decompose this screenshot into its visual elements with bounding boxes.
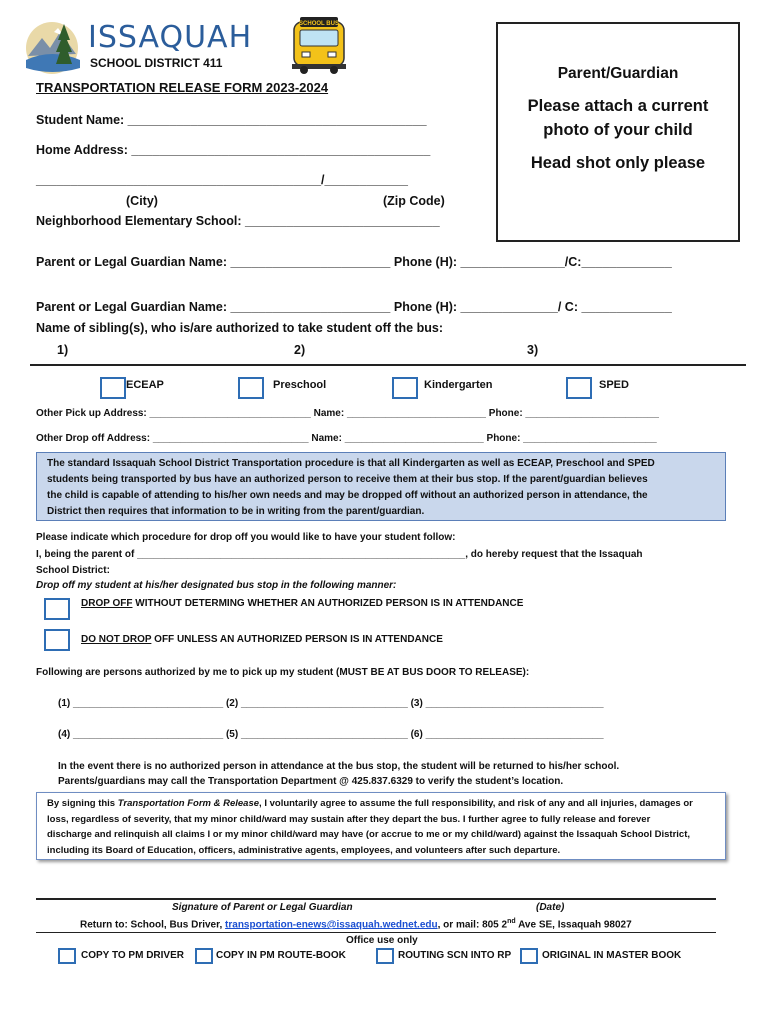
transportation-email-link[interactable]: transportation-enews@issaquah.wednet.edu	[225, 919, 438, 931]
office-item-label: COPY TO PM DRIVER	[81, 950, 184, 961]
logo-mountain-icon	[24, 18, 86, 76]
guardian1-field[interactable]: Parent or Legal Guardian Name: _______________________ Phone (H): _______________/C:_____________	[36, 255, 672, 269]
notice-line: students being transported by bus have an authorized person to receive them at their bus stop. If the parent/guardian believes	[47, 474, 648, 485]
office-item-label: ROUTING SCN INTO RP	[398, 950, 512, 961]
program-eceap-label: ECEAP	[126, 379, 164, 391]
checkbox-do-not-drop[interactable]	[44, 629, 70, 651]
do-not-drop-rest: OFF UNLESS AN AUTHORIZED PERSON IS IN ATTENDANCE	[151, 634, 443, 645]
legal-line: By signing this Transportation Form & Release, I voluntarily agree to assume the full responsibility, and risk of any and all injuries, damages or	[47, 798, 693, 809]
procedure-notice	[36, 452, 726, 521]
divider	[30, 364, 746, 366]
notice-line: The standard Issaquah School District Transportation procedure is that all Kindergarten as well as ECEAP, Preschool and SPED	[47, 458, 655, 469]
photo-box-line1: Please attach a current	[527, 97, 709, 115]
photo-box-line3: Head shot only please	[530, 154, 706, 172]
checkbox-copy-pm-driver[interactable]	[58, 948, 76, 964]
return-note-line1: In the event there is no authorized person in attendance at the bus stop, the student will be returned to his/her school.	[58, 761, 620, 772]
procedure-line4: Drop off my student at his/her designated bus stop in the following manner:	[36, 580, 397, 591]
checkbox-routing-scn[interactable]	[376, 948, 394, 964]
legal-line: discharge and relinquish all claims I or my minor child/ward may have (or accrue to me or my child/ward) against the Issaquah School District,	[47, 829, 691, 840]
logo-name: ISSAQUAH	[88, 20, 253, 55]
student-name-field[interactable]: Student Name: ___________________________________________	[36, 113, 427, 127]
home-address-field[interactable]: Home Address: ___________________________________________	[36, 143, 431, 157]
logo-district: SCHOOL DISTRICT 411	[90, 56, 223, 70]
legal-release-box	[36, 792, 726, 860]
photo-box-line2: photo of your child	[543, 121, 693, 139]
drop-off-rest: WITHOUT DETERMING WHETHER AN AUTHORIZED PERSON IS IN ATTENDANCE	[132, 598, 524, 609]
zip-label: (Zip Code)	[383, 194, 445, 208]
office-item-label: ORIGINAL IN MASTER BOOK	[542, 950, 682, 961]
sibling-1: 1)	[57, 343, 69, 357]
sibling-2: 2)	[294, 343, 306, 357]
date-label: (Date)	[536, 902, 565, 913]
program-kindergarten-label: Kindergarten	[424, 379, 493, 391]
do-not-drop-underlined: DO NOT DROP	[81, 634, 152, 645]
authorized-row-2[interactable]: (4) ___________________________ (5) ______________________________ (6) ________________________________	[58, 729, 604, 740]
procedure-line1: Please indicate which procedure for drop off you would like to have your student follow:	[36, 532, 456, 543]
checkbox-eceap[interactable]	[100, 377, 126, 399]
sibling-3: 3)	[527, 343, 539, 357]
checkbox-copy-route-book[interactable]	[195, 948, 213, 964]
program-sped-label: SPED	[599, 379, 629, 391]
office-use-label: Office use only	[346, 935, 418, 946]
legal-line: including its Board of Education, officers, administrative agents, employees, and volunteers after such departure.	[47, 844, 561, 856]
checkbox-preschool[interactable]	[238, 377, 264, 399]
authorized-row-1[interactable]: (1) ___________________________ (2) ______________________________ (3) ________________________________	[58, 698, 604, 709]
program-preschool-label: Preschool	[273, 379, 327, 391]
notice-line: the child is capable of attending to his/her own needs and may be dropped off without an authorized person in attendance, the	[47, 490, 648, 501]
checkbox-original-master[interactable]	[520, 948, 538, 964]
checkbox-kindergarten[interactable]	[392, 377, 418, 399]
address-line-field[interactable]: _________________________________________/____________	[36, 173, 408, 187]
office-divider	[36, 932, 716, 933]
parent-of-field[interactable]: I, being the parent of ___________________________________________________________, do hereby request that the Issaquah	[36, 549, 643, 560]
authorized-label: Following are persons authorized by me to pick up my student (MUST BE AT BUS DOOR TO RELEASE):	[36, 667, 530, 678]
office-item-label: COPY IN PM ROUTE-BOOK	[216, 950, 346, 961]
drop-off-option	[81, 598, 523, 609]
do-not-drop-option	[81, 634, 443, 645]
drop-off-underlined: DROP OFF	[81, 598, 133, 609]
form-title: TRANSPORTATION RELEASE FORM 2023-2024	[36, 80, 329, 95]
checkbox-drop-off[interactable]	[44, 598, 70, 620]
checkbox-sped[interactable]	[566, 377, 592, 399]
signature-line	[36, 898, 716, 900]
return-note-line2: Parents/guardians may call the Transportation Department @ 425.837.6329 to verify the student’s location.	[58, 776, 564, 787]
bus-sign: SCHOOL BUS	[299, 21, 339, 27]
notice-line: District then requires that information to be in writing from the parent/guardian.	[47, 506, 425, 517]
siblings-label: Name of sibling(s), who is/are authorized to take student off the bus:	[36, 321, 443, 335]
legal-line: loss, regardless of severity, that my minor child/ward may sustain after they depart the bus. I further agree to fully release and forever	[47, 813, 651, 825]
procedure-line3: School District:	[36, 565, 110, 576]
photo-box-heading: Parent/Guardian	[557, 65, 679, 82]
return-to-line: Return to: School, Bus Driver, transportation-enews@issaquah.wednet.edu, or mail: 805 2nd Ave SE, Issaquah 98027	[80, 918, 632, 931]
city-label: (City)	[126, 194, 158, 208]
guardian2-field[interactable]: Parent or Legal Guardian Name: _______________________ Phone (H): ______________/ C: _____________	[36, 300, 672, 314]
school-field[interactable]: Neighborhood Elementary School: ____________________________	[36, 214, 440, 228]
dropoff-address-field[interactable]: Other Drop off Address: ____________________________ Name: _________________________ Phone: ________________________	[36, 433, 657, 444]
school-bus-icon	[288, 16, 350, 74]
district-logo	[24, 18, 253, 78]
signature-label: Signature of Parent or Legal Guardian	[172, 902, 353, 913]
pickup-address-field[interactable]: Other Pick up Address: _____________________________ Name: _________________________ Phone: ________________________	[36, 408, 659, 419]
